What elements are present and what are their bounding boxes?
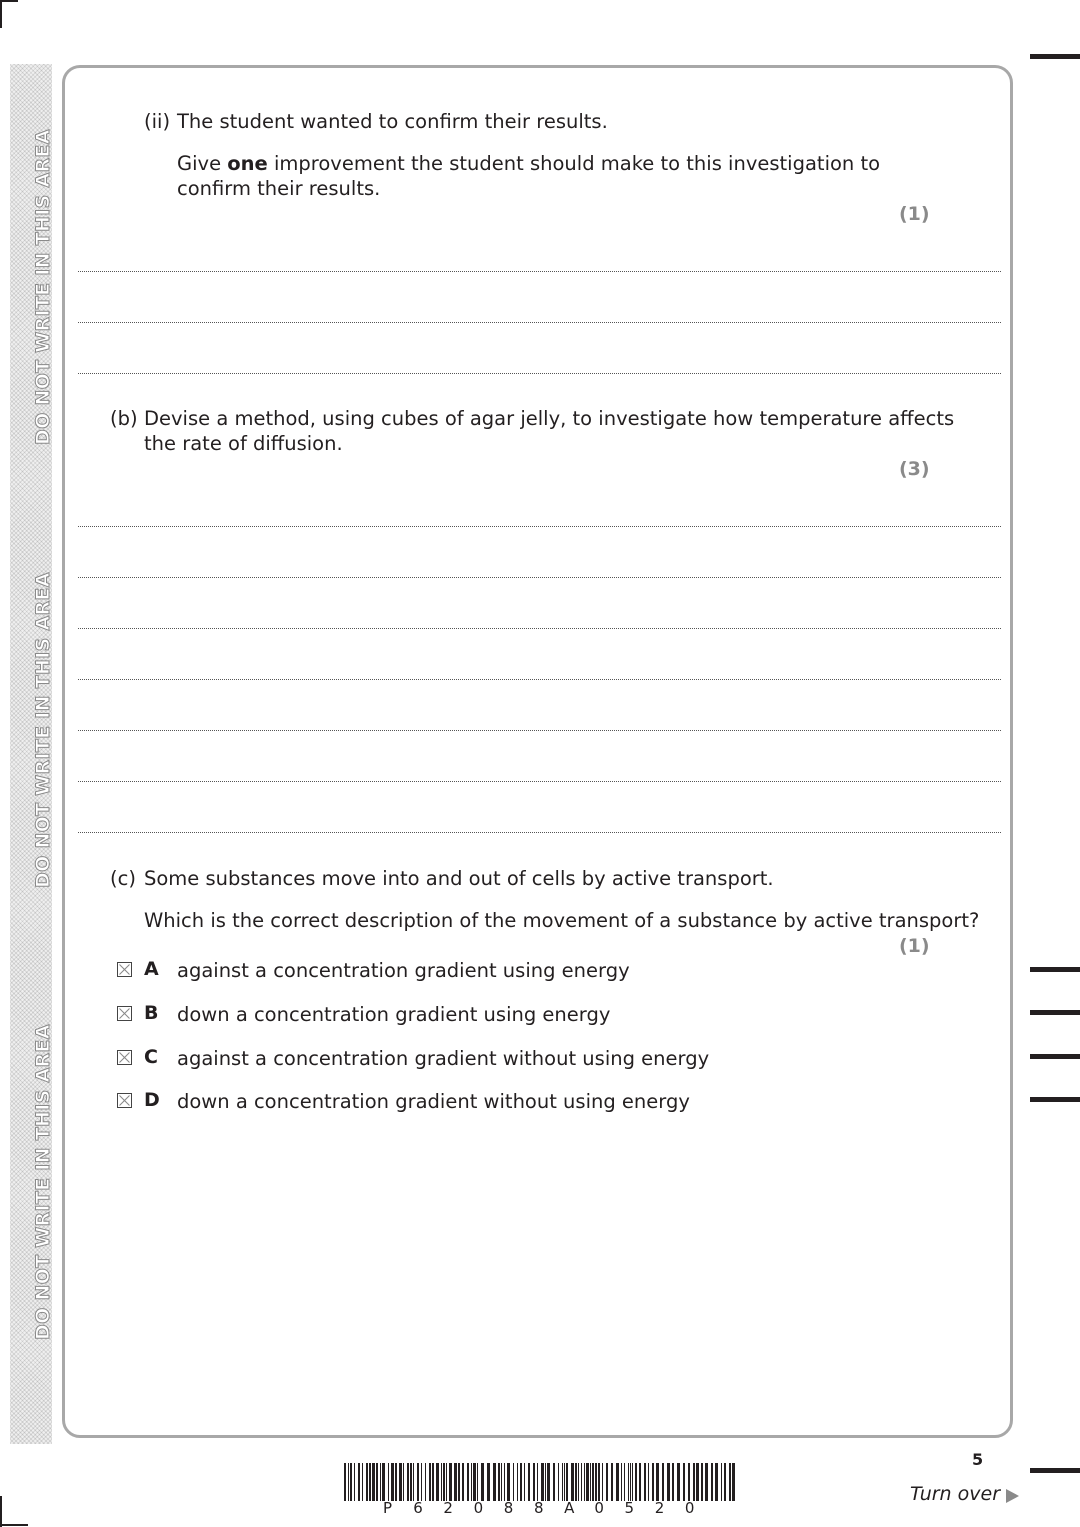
barcode-bar <box>715 1463 718 1501</box>
option-letter-a: A <box>144 958 159 980</box>
barcode-bar <box>541 1463 544 1501</box>
barcode-bar <box>705 1463 708 1501</box>
barcode-bar <box>693 1463 695 1501</box>
option-letter-c: C <box>144 1046 158 1068</box>
barcode-digits <box>383 1499 715 1517</box>
barcode-bar <box>721 1463 722 1501</box>
question-b-line2: the rate of diffusion. <box>144 432 343 455</box>
barcode-bar <box>672 1463 674 1501</box>
option-checkbox-d[interactable] <box>117 1093 132 1108</box>
barcode-bar <box>545 1463 546 1501</box>
barcode-bar <box>648 1463 649 1501</box>
barcode-bar <box>354 1463 355 1501</box>
barcode-bar <box>652 1463 654 1501</box>
barcode-bar <box>598 1463 600 1501</box>
barcode-bar <box>724 1463 726 1501</box>
answer-line[interactable] <box>78 628 1001 629</box>
barcode-bar <box>372 1463 375 1501</box>
margin-bar <box>1030 1468 1080 1473</box>
barcode-bar <box>436 1463 439 1501</box>
question-number-a-ii: (ii) <box>144 110 171 133</box>
barcode-digit: P <box>383 1499 393 1517</box>
marks-b: (3) <box>899 458 930 480</box>
question-number-c: (c) <box>110 867 136 890</box>
barcode-bar <box>564 1463 565 1501</box>
barcode-bar <box>429 1463 431 1501</box>
barcode-bar <box>407 1463 409 1501</box>
crop-mark-top-left-h <box>0 0 18 2</box>
barcode-bar <box>449 1463 452 1501</box>
question-a-ii-line1: The student wanted to confirm their results. <box>177 110 608 133</box>
barcode-bar <box>399 1463 402 1501</box>
barcode-bar <box>513 1463 514 1501</box>
barcode-bar <box>391 1463 394 1501</box>
crop-mark-bottom-left-h <box>0 1524 28 1526</box>
barcode-bar <box>344 1463 346 1501</box>
margin-bar <box>1030 967 1080 972</box>
barcode-bar <box>571 1463 574 1501</box>
play-arrow-icon <box>1006 1489 1019 1503</box>
barcode-bar <box>382 1463 385 1501</box>
barcode-bar <box>446 1463 447 1501</box>
barcode-bar <box>520 1463 522 1501</box>
option-checkbox-c[interactable] <box>117 1050 132 1065</box>
barcode-bar <box>696 1463 699 1501</box>
question-a-ii-line2-bold: one <box>227 152 268 175</box>
barcode-bar <box>471 1463 472 1501</box>
option-text-b: down a concentration gradient using energy <box>177 1003 611 1026</box>
answer-line[interactable] <box>78 322 1001 323</box>
barcode-bar <box>688 1463 690 1501</box>
barcode-bar <box>547 1463 550 1501</box>
barcode-bar <box>575 1463 577 1501</box>
barcode-bar <box>602 1463 603 1501</box>
crop-mark-bottom-left-v <box>0 1496 2 1527</box>
barcode-bar <box>611 1463 613 1501</box>
answer-line[interactable] <box>78 832 1001 833</box>
answer-line[interactable] <box>78 679 1001 680</box>
barcode-bar <box>366 1463 368 1501</box>
barcode-bar <box>501 1463 502 1501</box>
barcode-bar <box>621 1463 622 1501</box>
barcode-bar <box>639 1463 641 1501</box>
cross-icon <box>118 963 131 976</box>
barcode-bar <box>481 1463 484 1501</box>
barcode-digit: 0 <box>473 1499 484 1517</box>
page-number: 5 <box>972 1450 984 1469</box>
cross-icon <box>118 1094 131 1107</box>
barcode-bar <box>662 1463 664 1501</box>
barcode-digit: 8 <box>503 1499 514 1517</box>
barcode-digit: 2 <box>654 1499 665 1517</box>
question-number-b: (b) <box>110 407 138 430</box>
barcode-bar <box>432 1463 434 1501</box>
barcode-bar <box>462 1463 464 1501</box>
barcode-bar <box>443 1463 445 1501</box>
margin-bar <box>1030 1010 1080 1015</box>
barcode-bar <box>504 1463 505 1501</box>
barcode-bar <box>493 1463 496 1501</box>
barcode-bar <box>454 1463 457 1501</box>
barcode-bar <box>656 1463 659 1501</box>
answer-line[interactable] <box>78 526 1001 527</box>
barcode-bar <box>632 1463 633 1501</box>
question-b-line1: Devise a method, using cubes of agar jelly, to investigate how temperature affects <box>144 407 955 430</box>
barcode-bar <box>635 1463 637 1501</box>
marks-c: (1) <box>899 935 930 957</box>
barcode-bar <box>473 1463 476 1501</box>
barcode-digit: 6 <box>413 1499 423 1517</box>
barcode-bar <box>732 1463 735 1501</box>
question-c-line2: Which is the correct description of the movement of a substance by active transport? <box>144 909 980 932</box>
option-letter-d: D <box>144 1089 160 1111</box>
cross-icon <box>118 1007 131 1020</box>
side-warning-bottom: DO NOT WRITE IN THIS AREA <box>32 1024 54 1340</box>
question-a-ii-line2 <box>177 151 880 176</box>
barcode-bar <box>417 1463 419 1501</box>
barcode-bar <box>350 1463 352 1501</box>
barcode-bar <box>553 1463 555 1501</box>
barcode-bar <box>487 1463 490 1501</box>
barcode-bar <box>711 1463 713 1501</box>
margin-bar <box>1030 1054 1080 1059</box>
barcode-bar <box>595 1463 597 1501</box>
barcode-digit: A <box>564 1499 575 1517</box>
barcode-bar <box>644 1463 646 1501</box>
option-text-d: down a concentration gradient without using energy <box>177 1090 690 1113</box>
barcode-bar <box>729 1463 731 1501</box>
barcode-bar <box>528 1463 530 1501</box>
barcode-bar <box>624 1463 625 1501</box>
side-warning-middle: DO NOT WRITE IN THIS AREA <box>32 572 54 888</box>
barcode-digit: 2 <box>443 1499 453 1517</box>
option-letter-b: B <box>144 1002 159 1024</box>
question-a-ii-line3: confirm their results. <box>177 177 381 200</box>
barcode-bar <box>413 1463 414 1501</box>
question-c-line1: Some substances move into and out of cells by active transport. <box>144 867 774 890</box>
barcode-bar <box>667 1463 670 1501</box>
cross-icon <box>118 1051 131 1064</box>
barcode-bar <box>395 1463 397 1501</box>
barcode-bar <box>380 1463 381 1501</box>
barcode-bar <box>376 1463 378 1501</box>
barcode-bar <box>507 1463 510 1501</box>
barcode-bar <box>421 1463 422 1501</box>
barcode-bar <box>630 1463 631 1501</box>
barcode-digit: 5 <box>624 1499 635 1517</box>
barcode-bar <box>584 1463 585 1501</box>
barcode-digit: 8 <box>533 1499 544 1517</box>
barcode-bar <box>683 1463 685 1501</box>
barcode-bar <box>566 1463 568 1501</box>
barcode-bar <box>537 1463 538 1501</box>
barcode-bar <box>458 1463 460 1501</box>
answer-line[interactable] <box>78 271 1001 272</box>
answer-line[interactable] <box>78 577 1001 578</box>
barcode-bar <box>477 1463 478 1501</box>
barcode-bar <box>410 1463 412 1501</box>
barcode-bar <box>586 1463 589 1501</box>
barcode-bar <box>558 1463 559 1501</box>
turn-over-label: Turn over <box>910 1483 1000 1505</box>
barcode <box>344 1463 736 1501</box>
barcode-bar <box>467 1463 469 1501</box>
barcode-bar <box>403 1463 404 1501</box>
option-checkbox-a[interactable] <box>117 962 132 977</box>
barcode-bar <box>425 1463 426 1501</box>
barcode-bar <box>578 1463 579 1501</box>
barcode-bar <box>369 1463 371 1501</box>
barcode-bar <box>362 1463 363 1501</box>
barcode-bar <box>606 1463 608 1501</box>
barcode-digit: 0 <box>594 1499 604 1517</box>
barcode-bar <box>628 1463 629 1501</box>
question-a-ii-line2-post: improvement the student should make to this investigation to <box>267 152 881 175</box>
barcode-bar <box>562 1463 563 1501</box>
barcode-bar <box>677 1463 680 1501</box>
barcode-bar <box>592 1463 594 1501</box>
barcode-bar <box>533 1463 535 1501</box>
barcode-bar <box>348 1463 349 1501</box>
question-a-ii-line2-pre: Give <box>177 152 228 175</box>
barcode-bar <box>498 1463 500 1501</box>
side-warning-top: DO NOT WRITE IN THIS AREA <box>32 129 54 445</box>
option-checkbox-b[interactable] <box>117 1006 132 1021</box>
crop-mark-top-left-v <box>0 0 2 28</box>
barcode-bar <box>388 1463 389 1501</box>
barcode-bar <box>441 1463 442 1501</box>
barcode-bar <box>581 1463 582 1501</box>
barcode-bar <box>701 1463 703 1501</box>
barcode-bar <box>517 1463 518 1501</box>
barcode-bar <box>616 1463 619 1501</box>
barcode-digit: 0 <box>684 1499 695 1517</box>
answer-line[interactable] <box>78 781 1001 782</box>
option-text-a: against a concentration gradient using energy <box>177 959 630 982</box>
margin-bar <box>1030 54 1080 59</box>
answer-line[interactable] <box>78 730 1001 731</box>
option-text-c: against a concentration gradient without using energy <box>177 1047 710 1070</box>
barcode-bar <box>358 1463 360 1501</box>
barcode-bar <box>524 1463 525 1501</box>
barcode-bar <box>590 1463 591 1501</box>
marks-a-ii: (1) <box>899 203 930 225</box>
margin-bar <box>1030 1097 1080 1102</box>
answer-line[interactable] <box>78 373 1001 374</box>
